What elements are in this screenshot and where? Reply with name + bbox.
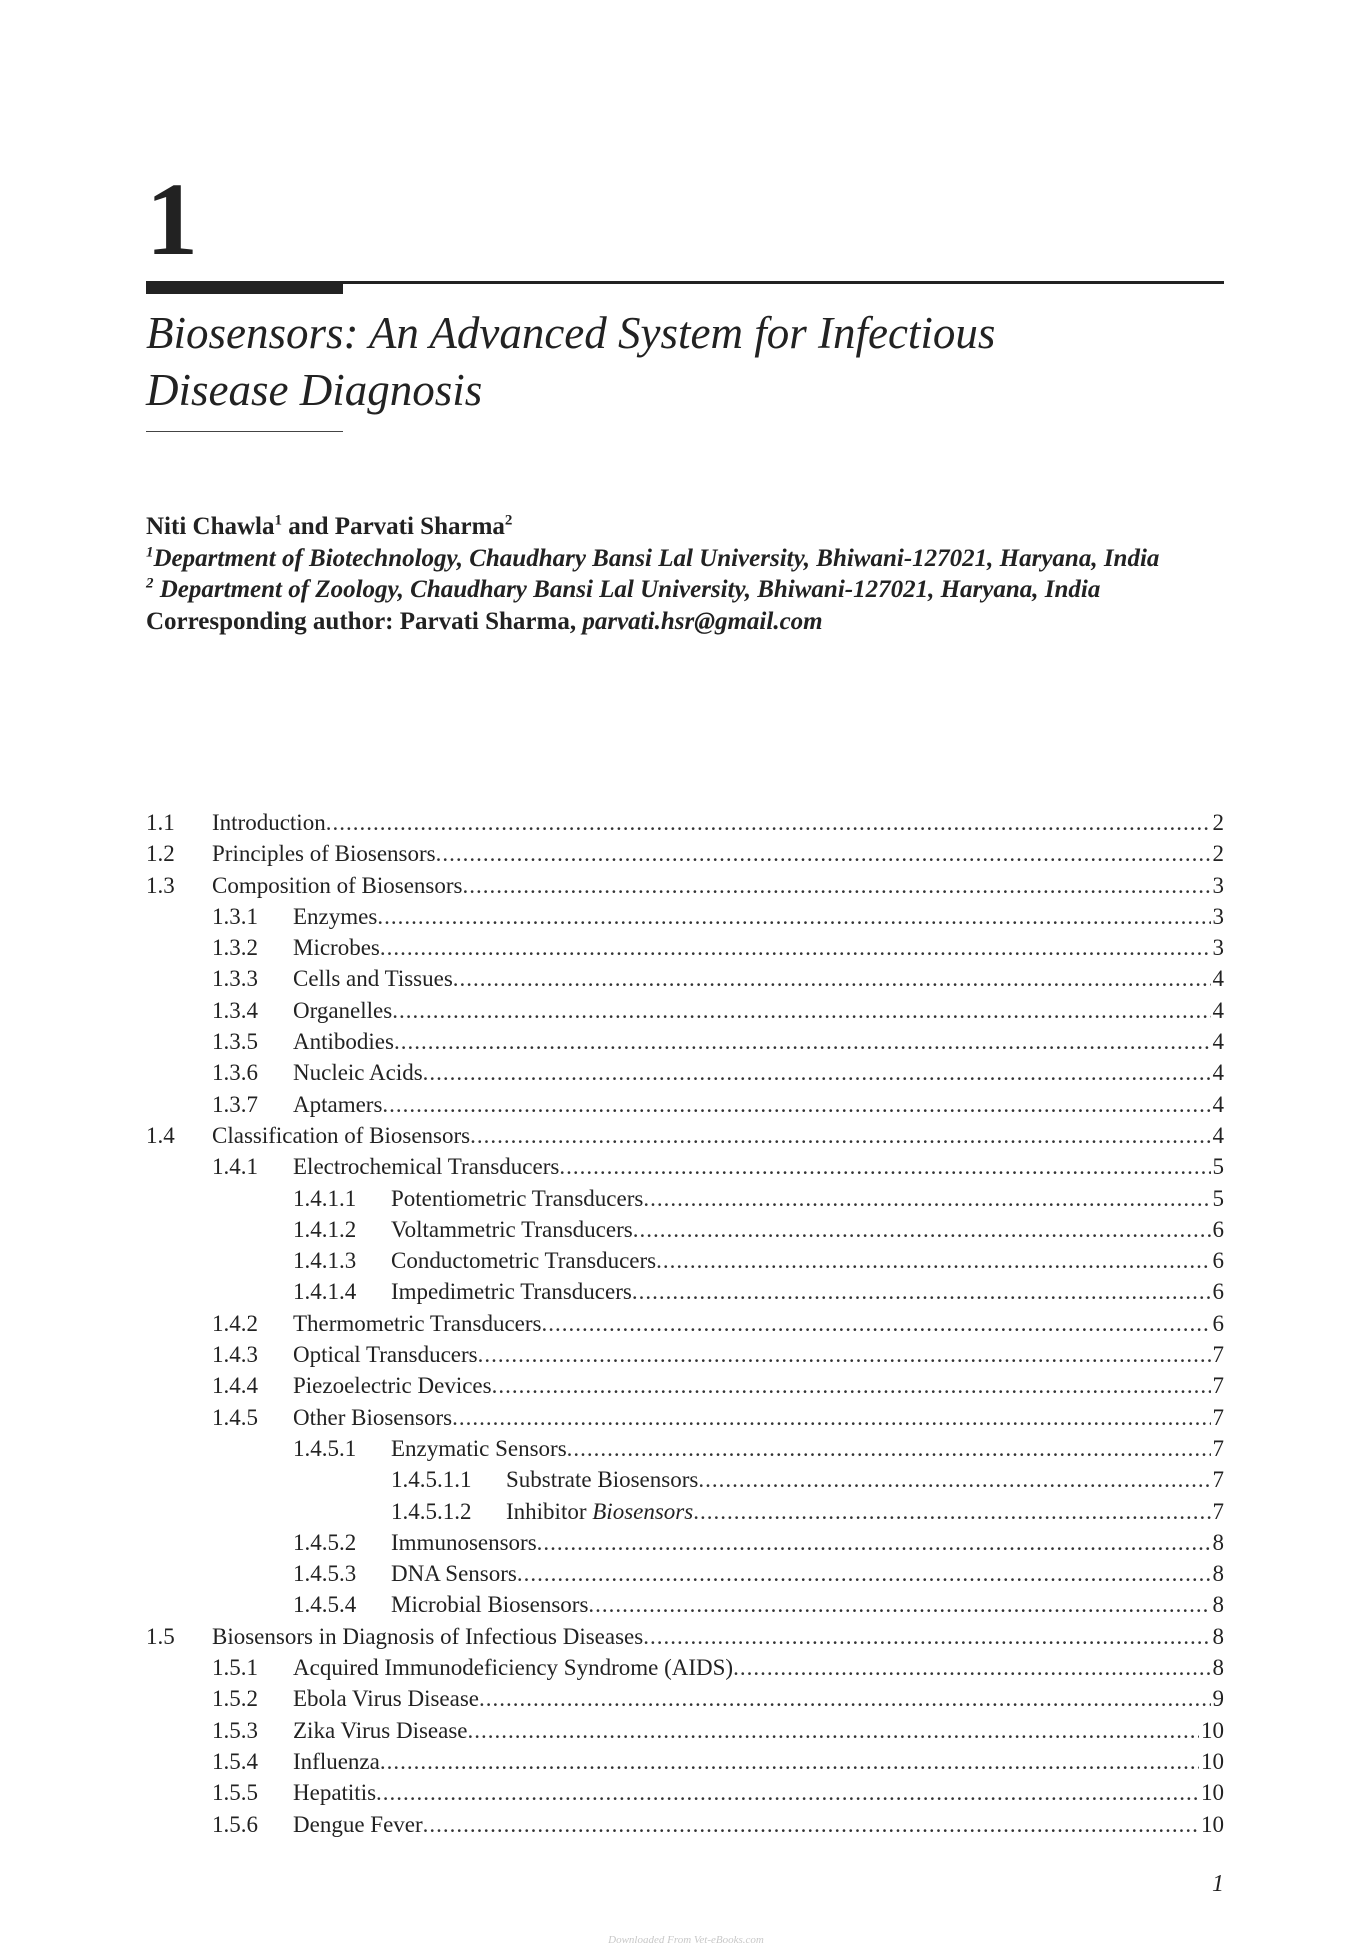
toc-dot-leader bbox=[452, 1402, 1210, 1433]
toc-entry-number: 1.5.2 bbox=[212, 1686, 258, 1712]
toc-entry[interactable] bbox=[146, 1183, 1224, 1214]
toc-entry[interactable] bbox=[146, 1120, 1224, 1151]
toc-entry[interactable] bbox=[146, 1683, 1224, 1714]
toc-entry-line bbox=[293, 1715, 1224, 1746]
toc-entry-page: 6 bbox=[1212, 1248, 1224, 1274]
toc-entry-line bbox=[293, 1057, 1224, 1088]
toc-entry-page: 7 bbox=[1212, 1435, 1224, 1461]
toc-entry-line bbox=[293, 901, 1224, 932]
toc-entry-number: 1.3.7 bbox=[212, 1091, 258, 1117]
chapter-number: 1 bbox=[146, 162, 198, 277]
toc-entry-number: 1.5.1 bbox=[212, 1655, 258, 1681]
toc-entry-label-emphasis: Biosensors bbox=[592, 1498, 694, 1524]
toc-entry-number: 1.3.3 bbox=[212, 966, 258, 992]
toc-dot-leader bbox=[380, 932, 1211, 963]
toc-dot-leader bbox=[326, 807, 1211, 838]
toc-entry-page: 7 bbox=[1212, 1404, 1224, 1430]
author-2-affiliation-mark: 2 bbox=[504, 512, 513, 529]
title-underline bbox=[146, 431, 343, 432]
toc-dot-leader bbox=[733, 1652, 1210, 1683]
toc-entry-label: Thermometric Transducers bbox=[293, 1310, 542, 1336]
toc-entry-line bbox=[293, 1308, 1224, 1339]
toc-entry-line bbox=[293, 1402, 1224, 1433]
toc-entry[interactable] bbox=[146, 932, 1224, 963]
toc-entry[interactable] bbox=[146, 1089, 1224, 1120]
toc-entry-number: 1.1 bbox=[146, 810, 175, 835]
toc-entry-line bbox=[293, 995, 1224, 1026]
toc-entry-line bbox=[293, 1809, 1224, 1840]
toc-dot-leader bbox=[479, 1683, 1211, 1714]
toc-entry-number: 1.4.5.3 bbox=[293, 1561, 357, 1587]
toc-entry-label: Antibodies bbox=[293, 1029, 394, 1055]
toc-entry-line bbox=[293, 1683, 1224, 1714]
toc-entry-line bbox=[212, 838, 1224, 869]
toc-entry-number: 1.3 bbox=[146, 872, 175, 898]
toc-entry-number: 1.3.5 bbox=[212, 1029, 258, 1055]
toc-entry-line bbox=[293, 1370, 1224, 1401]
toc-entry[interactable] bbox=[146, 1339, 1224, 1370]
chapter-title bbox=[146, 305, 1224, 419]
toc-entry-line bbox=[293, 1652, 1224, 1683]
toc-entry-line bbox=[391, 1527, 1224, 1558]
toc-entry-line bbox=[212, 807, 1224, 838]
toc-entry-number: 1.3.6 bbox=[212, 1060, 258, 1086]
toc-entry-line bbox=[391, 1245, 1224, 1276]
toc-dot-leader bbox=[423, 1809, 1199, 1840]
toc-entry-number: 1.5.5 bbox=[212, 1780, 258, 1806]
toc-entry[interactable] bbox=[146, 1558, 1224, 1589]
toc-entry-label: Introduction bbox=[212, 810, 326, 835]
toc-entry-page: 3 bbox=[1212, 935, 1224, 961]
toc-entry-label: Voltammetric Transducers bbox=[391, 1216, 633, 1242]
affiliation-2-text: Department of Zoology, Chaudhary Bansi Lal University, Bhiwani-127021, Haryana, India bbox=[153, 576, 1101, 603]
toc-dot-leader bbox=[380, 1746, 1199, 1777]
toc-entry-label: Substrate Biosensors bbox=[506, 1467, 699, 1493]
toc-dot-leader bbox=[559, 1151, 1210, 1182]
toc-entry-page: 4 bbox=[1212, 997, 1224, 1023]
table-of-contents bbox=[146, 807, 1224, 1840]
toc-entry-label: Nucleic Acids bbox=[293, 1060, 423, 1086]
toc-dot-leader bbox=[643, 1621, 1210, 1652]
toc-dot-leader bbox=[377, 901, 1210, 932]
toc-entry-number: 1.5.3 bbox=[212, 1717, 258, 1743]
affiliation-1-mark: 1 bbox=[146, 544, 154, 561]
toc-entry-number: 1.4.5 bbox=[212, 1404, 258, 1430]
toc-entry[interactable] bbox=[146, 1715, 1224, 1746]
toc-entry-page: 4 bbox=[1212, 1029, 1224, 1055]
toc-entry-page: 3 bbox=[1212, 872, 1224, 898]
toc-entry-label: Cells and Tissues bbox=[293, 966, 453, 992]
affiliation-2-mark: 2 bbox=[146, 575, 154, 592]
toc-entry-number: 1.4.1 bbox=[212, 1154, 258, 1180]
toc-entry[interactable] bbox=[146, 1433, 1224, 1464]
toc-entry-number: 1.4 bbox=[146, 1122, 175, 1148]
toc-entry-label: Hepatitis bbox=[293, 1780, 377, 1806]
author-1: Niti Chawla bbox=[146, 513, 275, 540]
toc-entry-page: 5 bbox=[1212, 1154, 1224, 1180]
toc-dot-leader bbox=[436, 838, 1211, 869]
toc-entry-line bbox=[293, 1339, 1224, 1370]
toc-entry-label: Influenza bbox=[293, 1748, 380, 1774]
toc-entry-number: 1.4.3 bbox=[212, 1342, 258, 1368]
toc-entry-number: 1.5.6 bbox=[212, 1811, 258, 1837]
affiliation-1-text: Department of Biotechnology, Chaudhary Bansi Lal University, Bhiwani-127021, Haryana, India bbox=[153, 544, 1160, 572]
toc-entry-line bbox=[293, 1026, 1224, 1057]
toc-entry[interactable] bbox=[146, 1151, 1224, 1182]
author-conjunction: and bbox=[281, 513, 335, 540]
toc-dot-leader bbox=[633, 1214, 1211, 1245]
toc-entry-number: 1.4.1.1 bbox=[293, 1185, 357, 1211]
toc-entry-page: 6 bbox=[1212, 1310, 1224, 1336]
toc-entry-number: 1.2 bbox=[146, 841, 175, 867]
toc-entry-label: Composition of Biosensors bbox=[212, 872, 463, 898]
toc-entry[interactable] bbox=[146, 1496, 1224, 1527]
affiliation-2 bbox=[146, 574, 1246, 606]
toc-dot-leader bbox=[392, 995, 1210, 1026]
toc-dot-leader bbox=[656, 1245, 1210, 1276]
toc-entry-page: 10 bbox=[1201, 1811, 1224, 1837]
toc-entry-label: Immunosensors bbox=[391, 1529, 537, 1555]
toc-dot-leader bbox=[698, 1464, 1210, 1495]
toc-entry-line bbox=[293, 932, 1224, 963]
toc-entry[interactable] bbox=[146, 901, 1224, 932]
toc-entry-label: Impedimetric Transducers bbox=[391, 1279, 632, 1305]
toc-dot-leader bbox=[517, 1558, 1211, 1589]
toc-entry-label: Aptamers bbox=[293, 1091, 383, 1117]
toc-entry[interactable] bbox=[146, 1057, 1224, 1088]
toc-entry-label: Enzymes bbox=[293, 903, 378, 929]
toc-entry-page: 10 bbox=[1201, 1717, 1224, 1743]
corresponding-author-email[interactable]: parvati.hsr@gmail.com bbox=[582, 607, 823, 635]
toc-dot-leader bbox=[567, 1433, 1211, 1464]
toc-entry-page: 4 bbox=[1212, 1122, 1224, 1148]
toc-entry-line bbox=[506, 1496, 1224, 1527]
toc-entry-line bbox=[293, 963, 1224, 994]
author-block bbox=[146, 511, 1246, 637]
toc-dot-leader bbox=[376, 1777, 1199, 1808]
toc-entry-number: 1.5 bbox=[146, 1623, 175, 1649]
toc-entry-number: 1.3.4 bbox=[212, 997, 258, 1023]
toc-entry[interactable] bbox=[146, 1464, 1224, 1495]
toc-entry-page: 2 bbox=[1212, 810, 1224, 835]
toc-entry[interactable] bbox=[146, 1308, 1224, 1339]
toc-entry-line bbox=[293, 1151, 1224, 1182]
toc-entry-number: 1.4.5.2 bbox=[293, 1529, 357, 1555]
author-names bbox=[146, 511, 1246, 543]
affiliation-1 bbox=[146, 543, 1246, 575]
toc-entry-page: 4 bbox=[1212, 966, 1224, 992]
toc-entry[interactable] bbox=[146, 1621, 1224, 1652]
toc-dot-leader bbox=[468, 1715, 1200, 1746]
toc-entry-number: 1.4.2 bbox=[212, 1310, 258, 1336]
toc-entry-page: 7 bbox=[1212, 1342, 1224, 1368]
toc-dot-leader bbox=[462, 870, 1210, 901]
toc-entry-label: Microbial Biosensors bbox=[391, 1592, 589, 1618]
toc-entry-number: 1.4.5.1 bbox=[293, 1435, 357, 1461]
toc-dot-leader bbox=[632, 1276, 1211, 1307]
toc-entry[interactable] bbox=[146, 1746, 1224, 1777]
toc-entry-number: 1.4.5.4 bbox=[293, 1592, 357, 1618]
toc-entry-page: 5 bbox=[1212, 1185, 1224, 1211]
toc-entry-label: Potentiometric Transducers bbox=[391, 1185, 644, 1211]
toc-entry-number: 1.4.1.3 bbox=[293, 1248, 357, 1274]
chapter-title-line-1: Biosensors: An Advanced System for Infectious bbox=[146, 308, 996, 358]
toc-dot-leader bbox=[394, 1026, 1211, 1057]
toc-dot-leader bbox=[470, 1120, 1210, 1151]
corresponding-author bbox=[146, 606, 1246, 638]
chapter-title-line-2: Disease Diagnosis bbox=[146, 365, 483, 415]
toc-entry-line bbox=[212, 870, 1224, 901]
toc-entry-line bbox=[212, 1120, 1224, 1151]
toc-entry[interactable] bbox=[146, 1589, 1224, 1620]
toc-entry-number: 1.4.4 bbox=[212, 1373, 258, 1399]
toc-entry[interactable] bbox=[146, 1245, 1224, 1276]
toc-entry-page: 8 bbox=[1212, 1592, 1224, 1618]
author-2: Parvati Sharma bbox=[334, 513, 505, 540]
toc-entry[interactable] bbox=[146, 1809, 1224, 1840]
toc-entry-line bbox=[391, 1214, 1224, 1245]
toc-entry-number: 1.4.5.1.1 bbox=[391, 1467, 472, 1493]
toc-dot-leader bbox=[541, 1308, 1210, 1339]
toc-entry-number: 1.3.1 bbox=[212, 903, 258, 929]
toc-entry-line bbox=[391, 1589, 1224, 1620]
toc-entry-number: 1.3.2 bbox=[212, 935, 258, 961]
page-number: 1 bbox=[1212, 1871, 1224, 1897]
toc-entry-label: Other Biosensors bbox=[293, 1404, 453, 1430]
toc-dot-leader bbox=[588, 1589, 1210, 1620]
toc-entry-label: Dengue Fever bbox=[293, 1811, 423, 1837]
toc-entry-page: 8 bbox=[1212, 1561, 1224, 1587]
toc-entry-number: 1.4.5.1.2 bbox=[391, 1498, 472, 1524]
toc-entry-label: Organelles bbox=[293, 997, 393, 1023]
toc-dot-leader bbox=[478, 1339, 1211, 1370]
toc-dot-leader bbox=[643, 1183, 1210, 1214]
toc-entry-page: 4 bbox=[1212, 1091, 1224, 1117]
toc-entry-page: 6 bbox=[1212, 1216, 1224, 1242]
toc-entry-label: Conductometric Transducers bbox=[391, 1248, 657, 1274]
toc-entry-line bbox=[391, 1183, 1224, 1214]
toc-entry-number: 1.4.1.2 bbox=[293, 1216, 357, 1242]
toc-entry-label: DNA Sensors bbox=[391, 1561, 517, 1587]
toc-entry-label: Acquired Immunodeficiency Syndrome (AIDS) bbox=[293, 1655, 734, 1681]
toc-entry-label: Zika Virus Disease bbox=[293, 1717, 468, 1743]
toc-entry-line bbox=[212, 1621, 1224, 1652]
toc-entry-line bbox=[293, 1089, 1224, 1120]
toc-entry[interactable] bbox=[146, 1402, 1224, 1433]
toc-entry[interactable] bbox=[146, 807, 1224, 838]
toc-entry-line bbox=[293, 1777, 1224, 1808]
toc-entry[interactable] bbox=[146, 838, 1224, 869]
toc-entry[interactable] bbox=[146, 1214, 1224, 1245]
toc-entry-page: 3 bbox=[1212, 903, 1224, 929]
toc-entry-label: Electrochemical Transducers bbox=[293, 1154, 560, 1180]
toc-entry[interactable] bbox=[146, 1777, 1224, 1808]
toc-dot-leader bbox=[382, 1089, 1210, 1120]
toc-entry[interactable] bbox=[146, 1652, 1224, 1683]
toc-entry[interactable] bbox=[146, 1026, 1224, 1057]
toc-entry[interactable] bbox=[146, 1527, 1224, 1558]
toc-entry-label: Enzymatic Sensors bbox=[391, 1435, 567, 1461]
toc-entry-page: 8 bbox=[1212, 1529, 1224, 1555]
toc-entry-label: Biosensors in Diagnosis of Infectious Diseases bbox=[212, 1623, 644, 1649]
toc-entry-line bbox=[391, 1558, 1224, 1589]
toc-entry-page: 10 bbox=[1201, 1748, 1224, 1774]
toc-entry-page: 7 bbox=[1212, 1498, 1224, 1524]
toc-entry-page: 8 bbox=[1212, 1623, 1224, 1649]
toc-entry-label: Microbes bbox=[293, 935, 380, 961]
toc-dot-leader bbox=[423, 1057, 1211, 1088]
corresponding-author-label: Corresponding author: Parvati Sharma, bbox=[146, 607, 577, 635]
toc-entry[interactable] bbox=[146, 1276, 1224, 1307]
toc-entry-number: 1.4.1.4 bbox=[293, 1279, 357, 1305]
toc-entry-page: 8 bbox=[1212, 1655, 1224, 1681]
toc-entry-page: 7 bbox=[1212, 1467, 1224, 1493]
toc-entry-number: 1.5.4 bbox=[212, 1748, 258, 1774]
toc-entry-page: 10 bbox=[1201, 1780, 1224, 1806]
toc-entry-page: 7 bbox=[1212, 1373, 1224, 1399]
toc-entry-label: Optical Transducers bbox=[293, 1342, 478, 1368]
toc-entry-label: Piezoelectric Devices bbox=[293, 1373, 492, 1399]
toc-entry-page: 9 bbox=[1212, 1686, 1224, 1712]
toc-entry-page: 6 bbox=[1212, 1279, 1224, 1305]
chapter-rule-accent bbox=[146, 284, 343, 294]
toc-entry-label: Principles of Biosensors bbox=[212, 841, 436, 867]
toc-dot-leader bbox=[492, 1370, 1211, 1401]
toc-entry-page: 2 bbox=[1212, 841, 1224, 867]
toc-entry-line bbox=[391, 1433, 1224, 1464]
author-1-affiliation-mark: 1 bbox=[274, 512, 282, 529]
toc-entry-line bbox=[391, 1276, 1224, 1307]
watermark: Downloaded From Vet-eBooks.com bbox=[608, 1934, 764, 1946]
toc-entry[interactable] bbox=[146, 870, 1224, 901]
toc-entry-label: Inhibitor Biosensors bbox=[506, 1498, 694, 1524]
toc-entry[interactable] bbox=[146, 963, 1224, 994]
toc-entry-label: Classification of Biosensors bbox=[212, 1122, 471, 1148]
toc-dot-leader bbox=[693, 1496, 1210, 1527]
toc-entry[interactable] bbox=[146, 1370, 1224, 1401]
toc-entry-label: Ebola Virus Disease bbox=[293, 1686, 479, 1712]
toc-entry-page: 4 bbox=[1212, 1060, 1224, 1086]
toc-dot-leader bbox=[537, 1527, 1211, 1558]
toc-entry-line bbox=[293, 1746, 1224, 1777]
toc-entry-line bbox=[506, 1464, 1224, 1495]
toc-dot-leader bbox=[453, 963, 1211, 994]
toc-entry[interactable] bbox=[146, 995, 1224, 1026]
